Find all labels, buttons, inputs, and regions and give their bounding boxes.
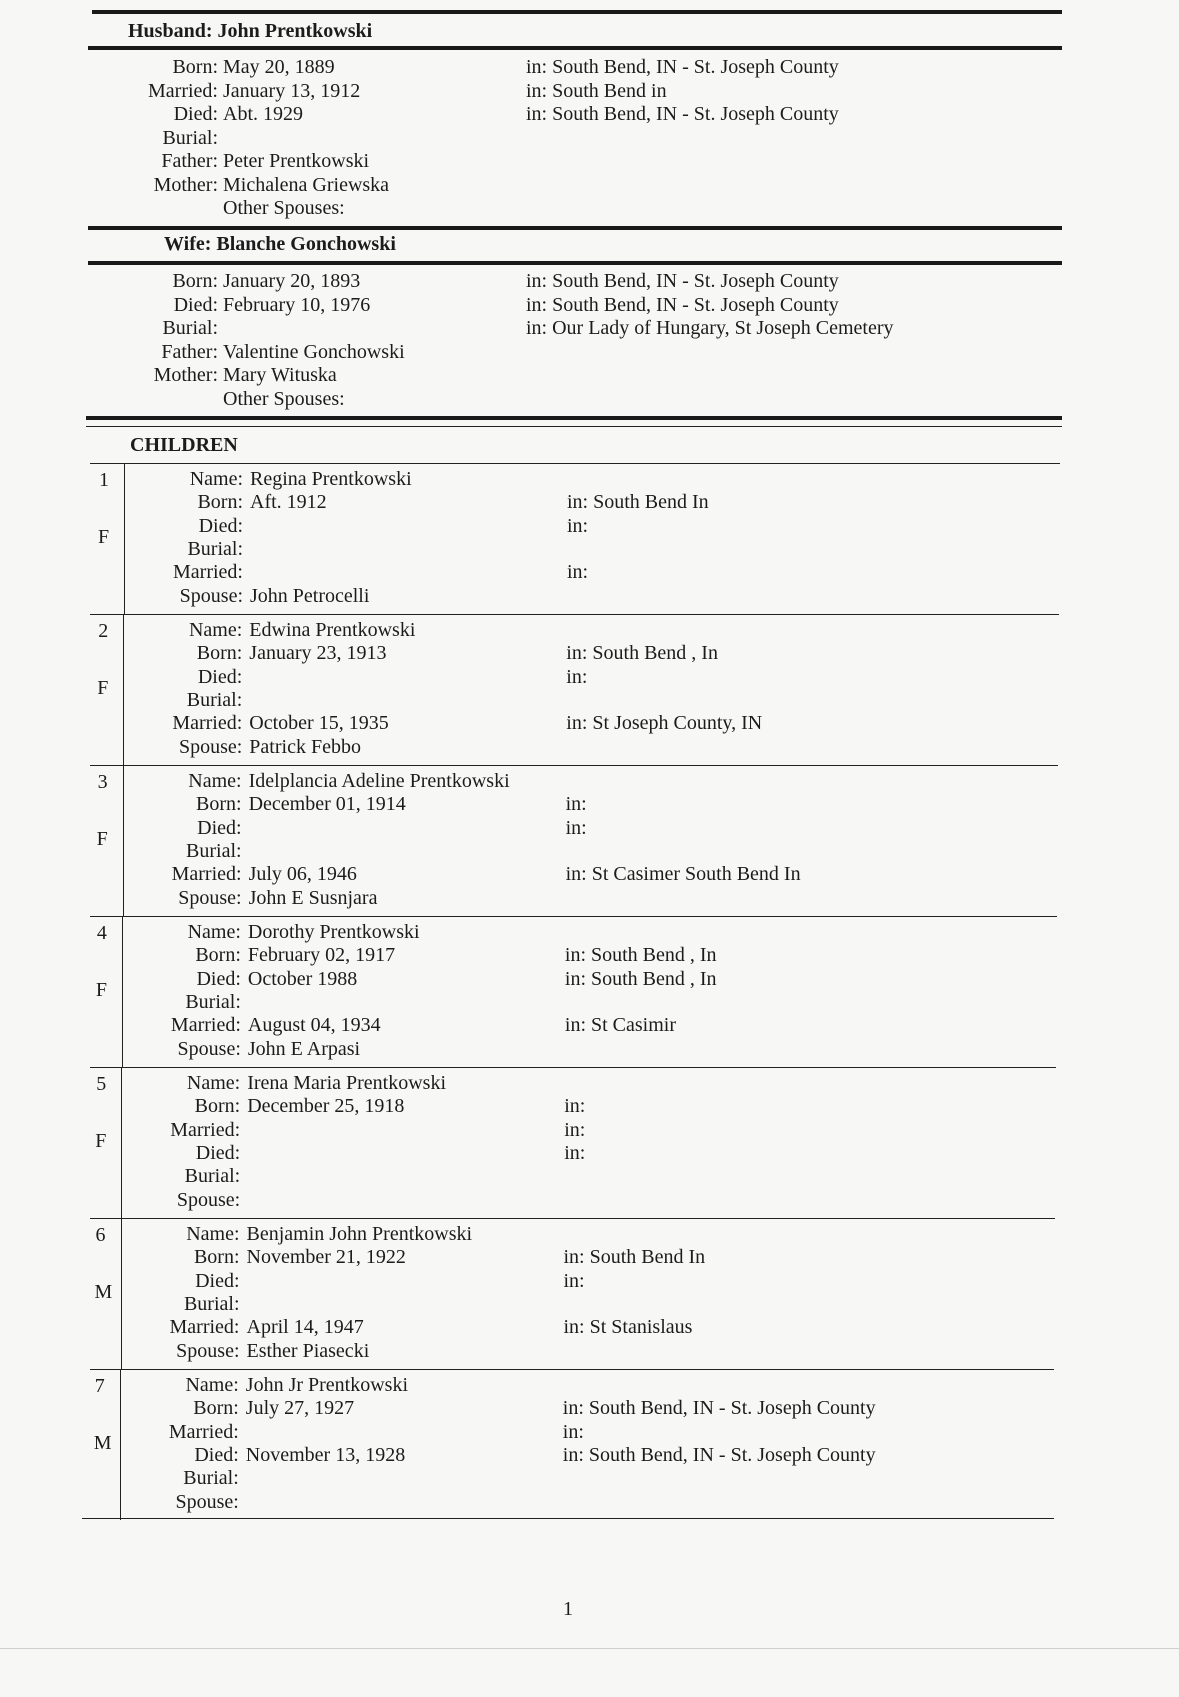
child-field-place: in: [565,793,587,816]
husband-field-place: in: South Bend, IN - St. Joseph County [526,103,839,125]
child-field-label: Name: [187,921,241,943]
child-field-value: Irena Maria Prentkowski [247,1072,447,1094]
child-field-label: Name: [186,1223,240,1245]
child-field-value: Esther Piasecki [246,1339,370,1362]
child-field-value: April 14, 1947 [246,1316,364,1339]
top-rule [92,10,1062,14]
child-field-place: in: St Casimer South Bend In [565,863,801,886]
child-field-label: Born: [196,793,242,816]
wife-field-value: February 10, 1976 [223,293,371,316]
child-field-value: John E Susnjara [248,886,378,909]
husband-field-label: Born: [172,56,218,78]
child-separator [90,916,1057,917]
children-double-rule [86,426,1062,427]
child-field-label: Spouse: [177,1037,241,1060]
wife-field-place: in: South Bend, IN - St. Joseph County [526,293,839,316]
child-number: 2 [98,620,109,642]
child-number: 6 [95,1224,106,1246]
child-sex: F [95,1130,107,1152]
child-field-label: Name: [188,770,242,792]
wife-field-place: in: South Bend, IN - St. Joseph County [526,270,839,292]
child-field-label: Died: [197,665,243,688]
wife-field-label: Father: [161,340,218,363]
child-field-place: in: [566,665,588,688]
child-field-place: in: South Bend In [563,1246,706,1269]
child-field-label: Married: [168,1420,239,1443]
child-separator [90,1369,1054,1370]
child-field-value: November 21, 1922 [246,1246,406,1269]
child-field-value: Idelplancia Adeline Prentkowski [248,770,510,792]
child-field-place: in: St Joseph County, IN [566,712,763,735]
child-field-value: November 13, 1928 [245,1443,406,1466]
wife-field-value: Other Spouses: [223,387,345,410]
child-field-label: Died: [197,816,242,839]
child-field-value: John Petrocelli [250,584,370,607]
child-field-value: August 04, 1934 [247,1014,381,1037]
child-separator [90,1218,1055,1219]
child-field-value: February 02, 1917 [247,944,396,967]
child-field-label: Name: [185,1374,239,1396]
scan-edge [0,1648,1179,1649]
child-field-label: Spouse: [175,1490,239,1513]
child-separator [90,765,1058,766]
child-field-place: in: South Bend , In [564,967,717,990]
child-field-place: in: South Bend In [567,491,709,514]
child-sex: M [93,1432,112,1454]
child-field-place: in: [567,561,589,584]
husband-field-value: Other Spouses: [223,197,345,219]
child-field-label: Burial: [187,537,243,560]
child-field-place: in: South Bend , In [564,944,717,967]
wife-field-value: Valentine Gonchowski [223,340,405,363]
child-field-label: Born: [193,1397,239,1420]
children-top-rule [86,416,1062,420]
child-field-label: Name: [188,619,243,641]
child-sex: F [95,979,108,1001]
child-sex: M [94,1281,113,1303]
child-field-label: Died: [195,1269,240,1292]
child-field-label: Spouse: [178,735,243,758]
child-field-value: December 01, 1914 [248,793,406,816]
child-field-place: in: [564,1095,586,1118]
wife-heading: Wife: Blanche Gonchowski [164,233,396,255]
child-field-label: Burial: [183,1467,239,1490]
child-field-place: in: South Bend, IN - St. Joseph County [562,1397,876,1420]
child-field-value: December 25, 1918 [247,1095,405,1118]
child-sex: F [96,828,108,850]
child-field-value: Edwina Prentkowski [249,619,416,641]
child-field-value: July 06, 1946 [248,863,357,886]
husband-heading: Husband: John Prentkowski [128,20,373,42]
child-number: 5 [96,1073,107,1095]
wife-rule [88,261,1062,265]
husband-field-place: in: South Bend, IN - St. Joseph County [526,56,839,78]
wife-field-place: in: Our Lady of Hungary, St Joseph Cemetery [526,317,894,339]
child-field-label: Born: [197,491,243,514]
child-field-label: Born: [196,642,243,665]
child-field-value: October 15, 1935 [249,712,389,735]
child-field-label: Married: [171,863,242,886]
husband-field-value: January 13, 1912 [223,79,361,102]
child-number: 4 [96,922,107,944]
child-field-label: Born: [194,1095,241,1118]
wife-top-rule [88,226,1062,230]
child-separator [90,1067,1056,1068]
child-field-label: Burial: [186,839,242,862]
child-field-label: Burial: [186,688,243,711]
child-field-place: in: [565,816,587,839]
wife-field-label: Died: [173,293,218,316]
child-field-label: Spouse: [179,584,243,607]
child-field-value: Patrick Febbo [249,735,361,758]
child-field-value: Dorothy Prentkowski [247,921,420,943]
child-field-place: in: [564,1118,586,1141]
child-field-label: Died: [198,514,243,537]
child-field-label: Married: [169,1316,240,1339]
child-field-label: Burial: [183,1292,240,1315]
wife-field-label: Born: [172,270,218,292]
wife-field-value: January 20, 1893 [223,270,361,292]
child-field-value: John Jr Prentkowski [245,1374,409,1396]
child-field-label: Spouse: [176,1188,241,1211]
child-field-value: October 1988 [247,967,358,990]
wife-field-label: Burial: [162,317,218,339]
child-number: 3 [97,771,108,793]
child-field-value: January 23, 1913 [249,642,387,665]
wife-field-value: Mary Wituska [223,364,337,386]
child-field-place: in: South Bend, IN - St. Joseph County [562,1443,876,1466]
wife-field-label: Mother: [153,364,218,386]
child-field-label: Died: [195,1141,241,1164]
child-field-place: in: [567,514,589,537]
children-heading: CHILDREN [130,434,238,456]
child-number: 7 [94,1375,105,1397]
husband-field-label: Married: [148,79,218,102]
child-field-label: Name: [186,1072,241,1094]
child-separator [90,614,1059,615]
husband-field-label: Died: [173,103,218,125]
child-field-label: Spouse: [178,886,242,909]
children-bottom-rule [82,1518,1054,1519]
husband-field-label: Father: [161,150,218,172]
child-field-place: in: South Bend , In [566,642,718,665]
child-field-label: Burial: [184,1165,241,1188]
child-field-value: Benjamin John Prentkowski [246,1223,473,1245]
husband-field-value: Peter Prentkowski [223,150,370,172]
child-field-label: Married: [170,1118,241,1141]
child-field-label: Born: [193,1246,240,1269]
child-field-value: John E Arpasi [247,1037,361,1060]
child-field-label: Spouse: [176,1339,240,1362]
child-field-label: Married: [173,561,243,584]
child-field-place: in: [562,1420,584,1443]
child-number: 1 [99,469,109,491]
child-field-label: Died: [196,967,241,990]
page-number: 1 [563,1598,573,1620]
husband-field-place: in: South Bend in [526,79,667,102]
child-field-place: in: St Casimir [564,1014,677,1037]
child-field-label: Married: [172,712,243,735]
child-field-place: in: [563,1269,585,1292]
child-field-label: Name: [189,468,243,490]
child-field-place: in: St Stanislaus [563,1316,693,1339]
husband-rule [88,46,1062,50]
child-field-value: July 27, 1927 [245,1397,355,1420]
husband-field-label: Mother: [153,173,218,196]
child-sex: F [97,677,109,699]
husband-field-value: Abt. 1929 [223,103,303,125]
child-sex: F [98,526,110,548]
child-field-label: Burial: [185,990,241,1013]
husband-field-value: May 20, 1889 [223,56,335,78]
child-field-value: Regina Prentkowski [250,468,412,490]
child-field-label: Died: [194,1443,239,1466]
husband-field-label: Burial: [162,126,218,149]
husband-field-value: Michalena Griewska [223,173,390,196]
child-field-label: Married: [170,1014,241,1037]
child-field-value: Aft. 1912 [250,491,327,514]
child-separator [90,463,1060,464]
child-field-place: in: [564,1141,586,1164]
child-field-label: Born: [195,944,241,967]
